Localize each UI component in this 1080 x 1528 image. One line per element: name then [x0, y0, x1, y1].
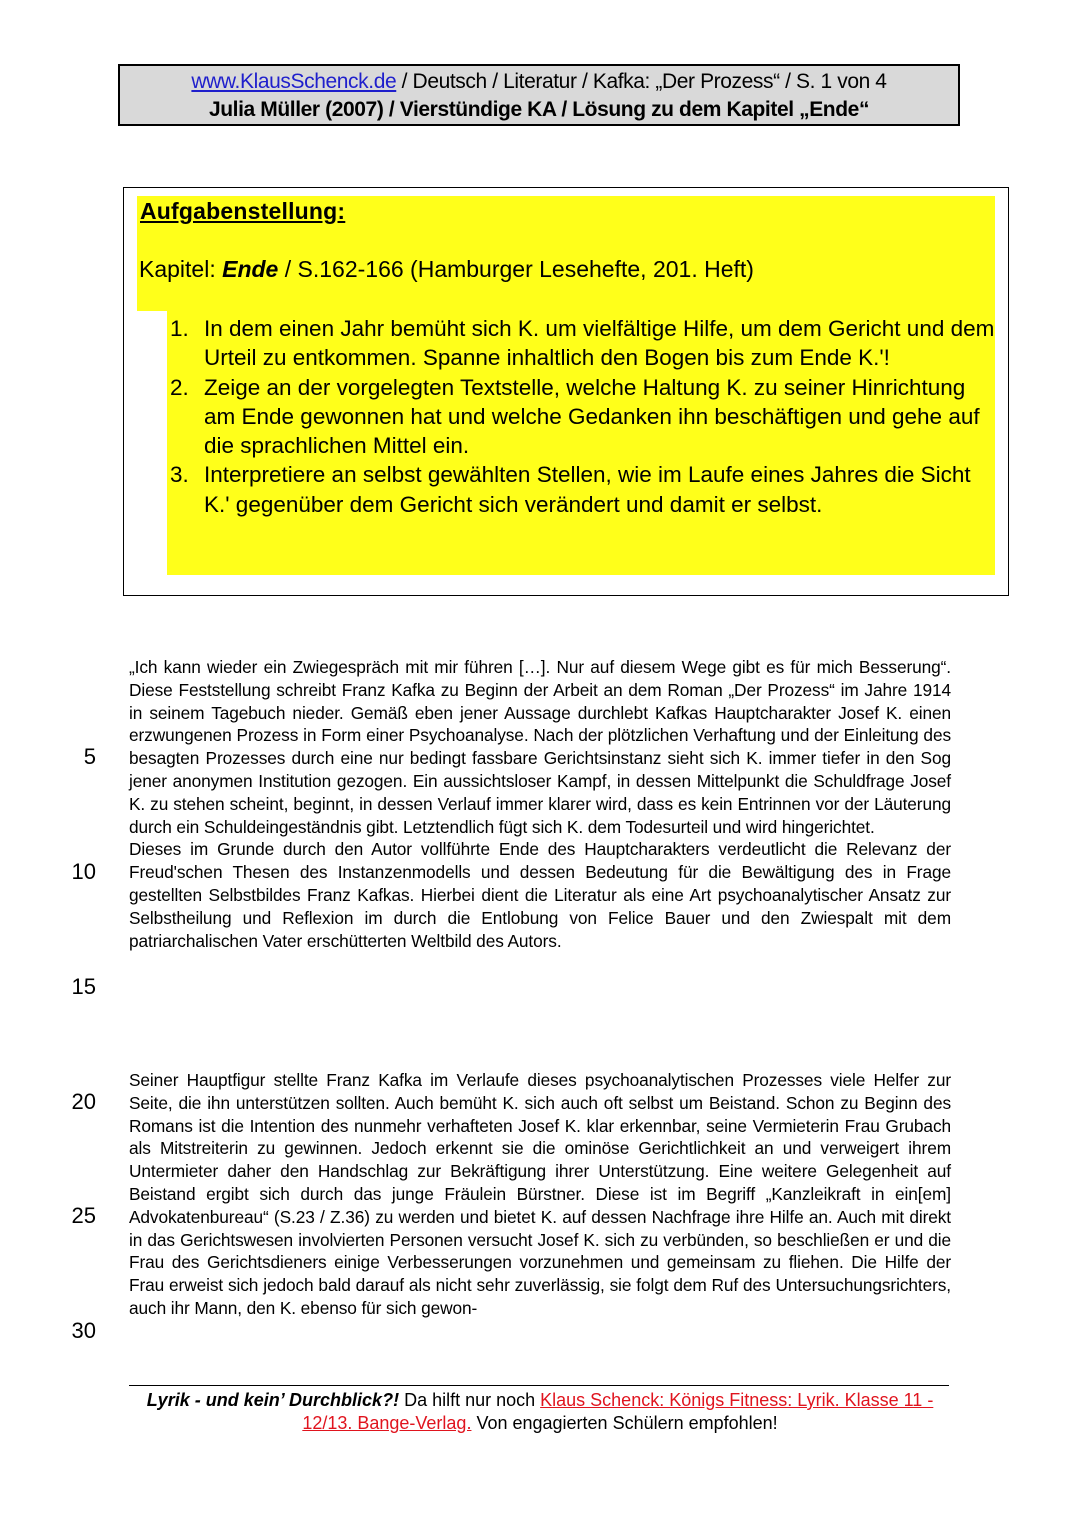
footer-divider [129, 1385, 949, 1386]
task-text: Zeige an der vorgelegten Textstelle, welche Haltung K. zu seiner Hinrichtung am Ende gewonnen hat und welche Gedanken ihn beschäftigen und gehe auf die sprachlichen Mittel ein. [204, 374, 980, 459]
line-number: 25 [71, 1203, 96, 1228]
task-box [123, 187, 1009, 596]
website-link[interactable]: www.KlausSchenck.de [191, 70, 397, 93]
header-breadcrumb: / Deutsch / Literatur / Kafka: „Der Prozess“ / S. 1 von 4 [396, 70, 887, 93]
task-list [170, 314, 996, 519]
line-number: 5 [83, 744, 96, 769]
task-item [170, 460, 996, 519]
task-number: 1. [170, 316, 189, 341]
footer-tail: Von engagierten Schülern empfohlen! [471, 1413, 778, 1433]
footer-lead: Lyrik - und kein’ Durchblick?! [146, 1390, 400, 1410]
task-number: 3. [170, 462, 189, 488]
page-header [118, 64, 960, 126]
book-link[interactable]: Klaus Schenck: Königs Fitness: Lyrik. Klasse 11 - 12/13. Bange-Verlag. [302, 1390, 934, 1433]
task-text: In dem einen Jahr bemüht sich K. um vielfältige Hilfe, um dem Gericht und dem Urteil zu entkommen. Spanne inhaltlich den Bogen bis zum Ende K.'! [204, 316, 995, 371]
chapter-source: / S.162-166 (Hamburger Lesehefte, 201. Heft) [278, 256, 754, 282]
line-number: 15 [71, 974, 96, 999]
line-number: 30 [71, 1318, 96, 1343]
paragraph: „Ich kann wieder ein Zwiegespräch mit mir führen […]. Nur auf diesem Wege gibt es für mich Besserung“. Diese Feststellung schreibt Franz Kafka zu Beginn der Arbeit an dem Roman „Der Prozess“ im Jahre 1914 in seinem Tagebuch nieder. Gemäß eben jener Aussage durchlebt Kafkas Hauptcharakter Josef K. einen erzwungenen Prozess in Form einer Psychoanalyse. Nach der plötzlichen Verhaftung und der Einleitung des besagten Prozesses durch eine nur bedingt fassbare Gerichtsinstanz sieht sich K. immer tiefer in den Sog jener anonymen Institution gezogen. Ein aussichtsloser Kampf, in dessen Mittelpunkt die Schuldfrage Josef K. zu stehen scheint, beginnt, in dessen Verlauf immer klarer wird, dass es kein Entrinnen vor der Läuterung durch ein Schuldeingeständnis gibt. Letztendlich fügt sich K. dem Todesurteil und wird hingerichtet. [129, 657, 951, 837]
task-text: Interpretiere an selbst gewählten Stellen, wie im Laufe eines Jahres die Sicht K.' gegenüber dem Gericht sich verändert und damit er selbst. [204, 462, 971, 517]
task-item [170, 373, 996, 461]
header-line-1 [120, 68, 958, 96]
paragraph: Seiner Hauptfigur stellte Franz Kafka im Verlaufe dieses psychoanalytischen Prozesses viele Helfer zur Seite, die ihn unterstützen sollten. Auch bemüht K. sich auch oft selbst um Beistand. Schon zu Beginn des Romans ist die Intention des nunmehr verhafteten Josef K. klar erkennbar, seine Vermieterin Frau Grubach als Mitstreiterin zu gewinnen. Jedoch erkennt sie die ominöse Gerichtlichkeit an und verweigert ihrem Untermieter daher den Handschlag zur Bekräftigung ihrer Unterstützung. Eine weitere Gelegenheit auf Beistand ergibt sich durch das junge Fräulein Bürstner. Diese ist im Begriff „Kanzleikraft in ein[em] Advokatenbureau“ (S.23 / Z.36) zu werden und bietet K. auf dessen Nachfrage ihre Hilfe an. Auch mit direkt in das Gerichtswesen involvierten Personen versucht Josef K. sich zu verbünden, so beschließen er und die Frau des Gerichtsdieners einige Verbesserungen vorzunehmen und gemeinsam zu fliehen. Die Hilfe der Frau erweist sich jedoch bald darauf als nicht sehr zuverlässig, sie folgt dem Ruf des Untersuchungsrichters, auch ihr Mann, den K. ebenso für sich gewon- [129, 1070, 951, 1318]
line-number: 20 [71, 1089, 96, 1114]
page-footer [129, 1389, 951, 1435]
task-item [170, 314, 996, 373]
task-number: 2. [170, 374, 189, 400]
header-line-2: Julia Müller (2007) / Vierstündige KA / Lösung zu dem Kapitel „Ende“ [208, 98, 870, 121]
line-number: 10 [71, 859, 96, 884]
paragraph: Dieses im Grunde durch den Autor vollführte Ende des Hauptcharakters verdeutlicht die Relevanz der Freud'schen Thesen des Instanzenmodells und dessen Bedeutung für die Bewältigung des in Frage gestellten Selbstbildes Franz Kafkas. Hierbei dient die Literatur als eine Art psychoanalytischer Ansatz zur Selbstheilung und Reflexion im durch die Entlobung von Felice Bauer und den Zwiespalt mit dem patriarchalischen Vater erschütterten Weltbild des Autors. [129, 839, 951, 951]
essay-section-2 [129, 1069, 951, 1320]
chapter-name: Ende [222, 256, 279, 282]
essay-section-1 [129, 656, 951, 952]
chapter-prefix: Kapitel: [139, 256, 223, 282]
chapter-line [139, 256, 754, 283]
task-title: Aufgabenstellung: [140, 198, 346, 224]
footer-middle: Da hilft nur noch [399, 1390, 541, 1410]
